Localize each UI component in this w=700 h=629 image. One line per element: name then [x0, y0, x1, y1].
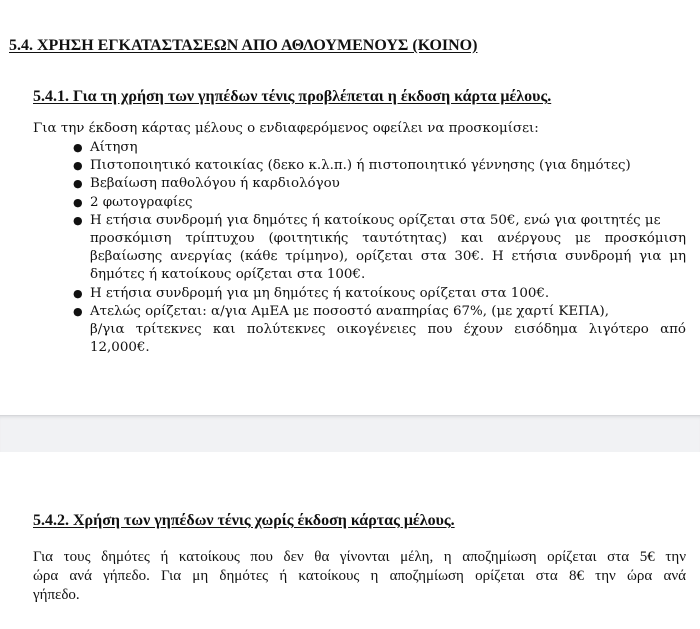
bullet-icon: ● [73, 159, 83, 173]
list-item [63, 194, 686, 212]
bullet-icon: ● [73, 213, 83, 227]
list-item [63, 285, 686, 303]
list-item [63, 157, 686, 175]
list-item-text: 2 φωτογραφίες [90, 194, 193, 210]
fees-paragraph [33, 548, 686, 605]
subsection-heading-membership: 5.4.1. Για τη χρήση των γηπέδων τένις προβλέπεται η έκδοση κάρτα μέλους. [33, 88, 552, 105]
bullet-icon: ● [73, 141, 83, 154]
paragraph-line: γήπεδο. [33, 587, 80, 603]
list-item-text: Η ετήσια συνδρομή για δημότες ή κατοίκους ορίζεται στα 50€, ενώ για φοιτητές με [90, 212, 661, 228]
list-item [63, 139, 686, 157]
list-item-text: δημότες ή κατοίκους ορίζεται στα 100€. [90, 267, 366, 283]
list-item-text: Πιστοποιητικό κατοικίας (δεκο κ.λ.π.) ή πιστοποιητικό γέννησης (για δημότες) [90, 158, 631, 174]
section-heading: 5.4. ΧΡΗΣΗ ΕΓΚΑΤΑΣΤΑΣΕΩΝ ΑΠΟ ΑΘΛΟΥΜΕΝΟΥΣ (ΚΟΙΝΟ) [9, 37, 478, 54]
page-separator [0, 415, 700, 453]
list-item [63, 175, 686, 193]
requirements-list [63, 139, 686, 357]
paragraph-line: Για τους δημότες ή κατοίκους που δεν θα γίνονται μέλη, η αποζημίωση ορίζεται στα 5€ την [33, 549, 686, 565]
list-item-text: προσκόμιση τρίπτυχου (φοιτητικής ταυτότητας) και ανέργους με προσκόμιση [90, 231, 686, 247]
list-item-text: Αίτηση [90, 140, 138, 155]
bullet-icon: ● [73, 304, 83, 318]
list-item-text: β/για τρίτεκνες και πολύτεκνες οικογένειες που έχουν εισόδημα λιγότερο από [90, 322, 686, 338]
list-item-text: Ατελώς ορίζεται: α/για ΑμΕΑ με ποσοστό αναπηρίας 67%, (με χαρτί ΚΕΠΑ), [90, 303, 609, 319]
paragraph-line: ώρα ανά γήπεδο. Για μη δημότες ή κατοίκους η αποζημίωση ορίζεται στα 8€ την ώρα ανά [33, 568, 686, 584]
list-item-text: βεβαίωσης ανεργίας (κάθε τρίμηνο), ορίζεται στα 30€. Η ετήσια συνδρομή για μη [90, 249, 686, 265]
intro-text: Για την έκδοση κάρτας μέλους ο ενδιαφερόμενος οφείλει να προσκομίσει: [33, 121, 539, 136]
list-item-text: Η ετήσια συνδρομή για μη δημότες ή κατοίκους ορίζεται στα 100€. [90, 285, 550, 301]
list-item-text: 12,000€. [90, 340, 150, 356]
bullet-icon: ● [73, 195, 83, 209]
list-item [63, 212, 686, 285]
list-item-text: Βεβαίωση παθολόγου ή καρδιολόγου [90, 176, 340, 192]
bullet-icon: ● [73, 286, 83, 300]
list-item [63, 303, 686, 358]
bullet-icon: ● [73, 177, 83, 191]
subsection-heading-no-membership: 5.4.2. Χρήση των γηπέδων τένις χωρίς έκδοση κάρτας μέλους. [33, 512, 455, 529]
document-page-2 [0, 452, 700, 629]
